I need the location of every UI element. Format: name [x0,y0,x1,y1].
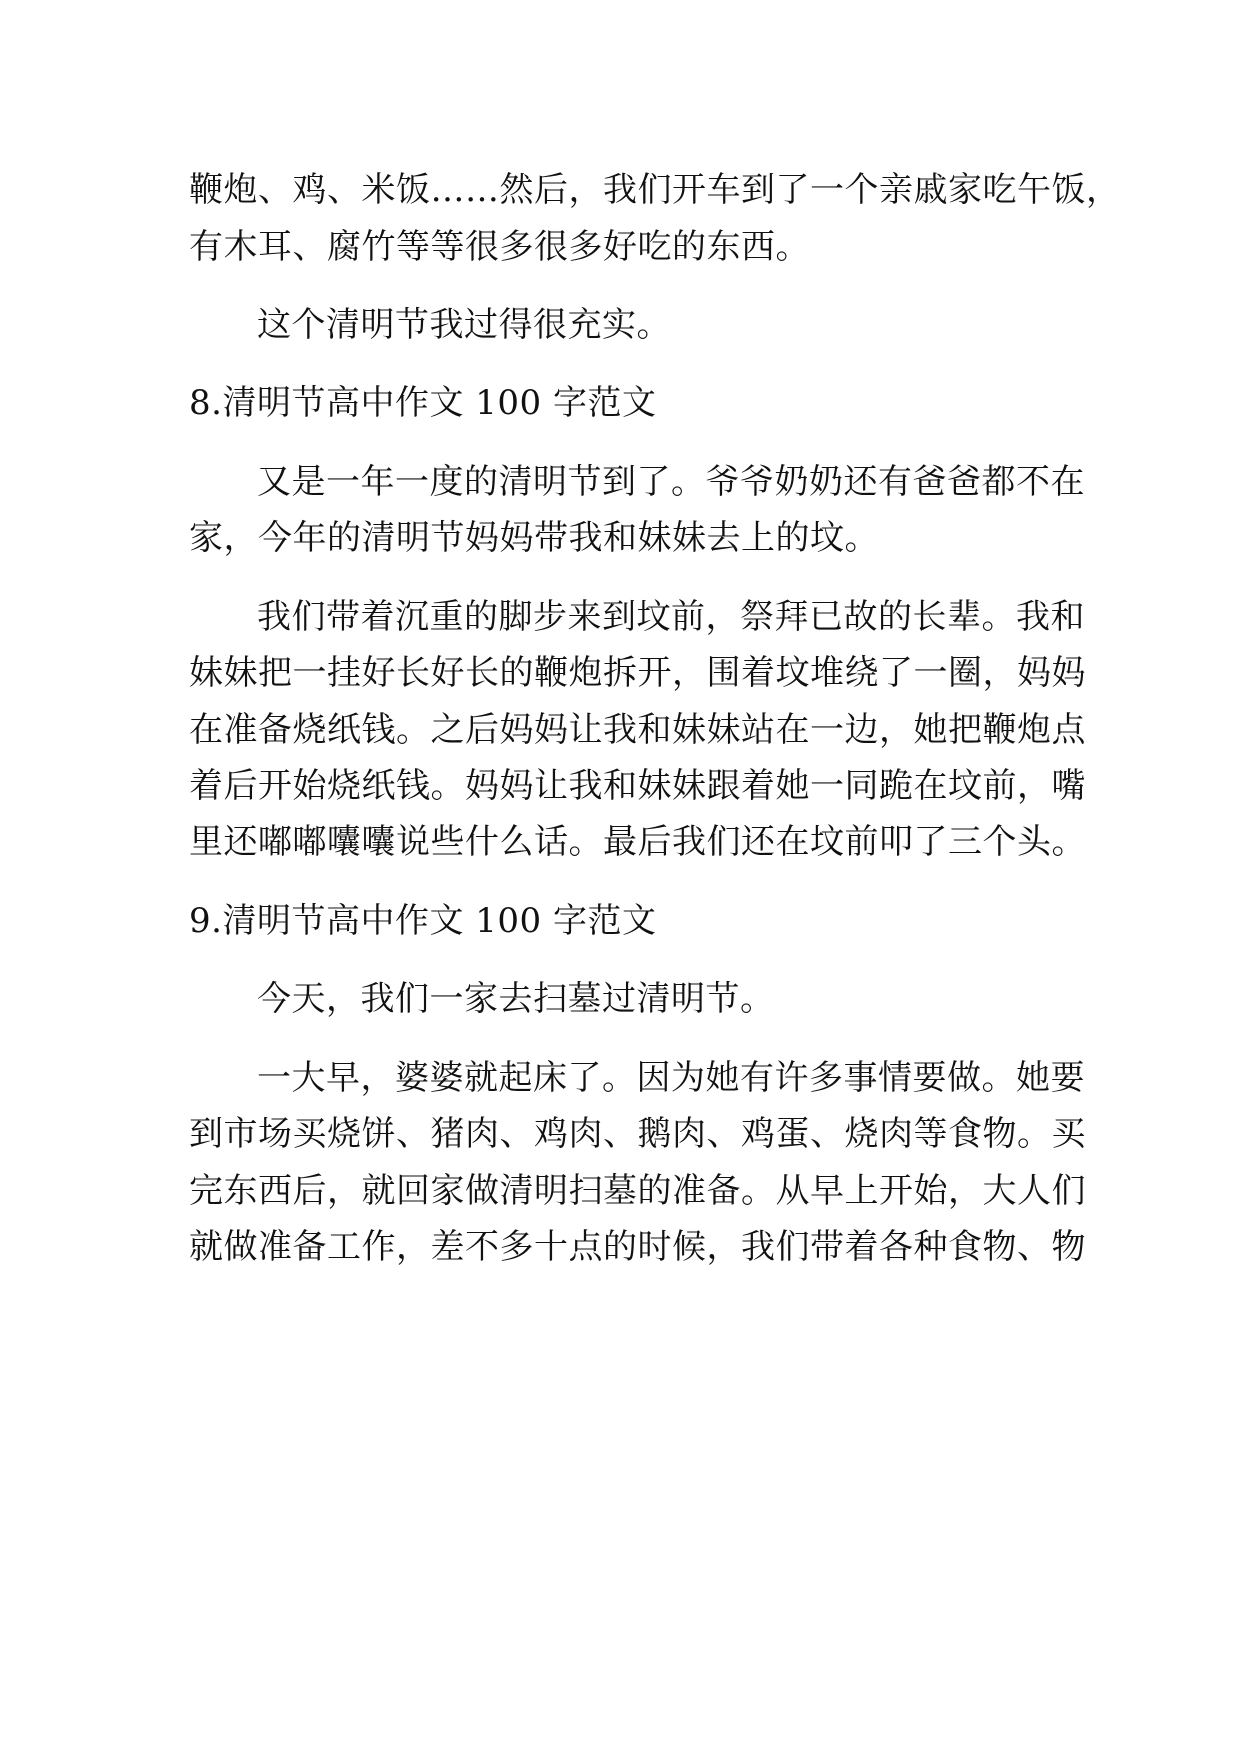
paragraph-line: 里还嘟嘟囔囔说些什么话。最后我们还在坟前叩了三个头。 [189,822,1086,862]
paragraph-line: 到市场买烧饼、猪肉、鸡肉、鹅肉、鸡蛋、烧肉等食物。买 [189,1114,1086,1154]
paragraph-line: 鞭炮、鸡、米饭……然后，我们开车到了一个亲戚家吃午饭， [189,170,1121,210]
paragraph-line: 我们带着沉重的脚步来到坟前，祭拜已故的长辈。我和 [257,597,1085,637]
paragraph-line: 完东西后，就回家做清明扫墓的准备。从早上开始，大人们 [189,1171,1086,1211]
paragraph-line: 家，今年的清明节妈妈带我和妹妹去上的坟。 [189,518,879,558]
section-heading-8: 8.清明节高中作文 100 字范文 [189,383,657,423]
paragraph-line: 着后开始烧纸钱。妈妈让我和妹妹跟着她一同跪在坟前，嘴 [189,766,1086,806]
paragraph-line: 一大早，婆婆就起床了。因为她有许多事情要做。她要 [257,1058,1085,1098]
paragraph-line: 妹妹把一挂好长好长的鞭炮拆开，围着坟堆绕了一圈，妈妈 [189,653,1086,693]
section-heading-9: 9.清明节高中作文 100 字范文 [189,901,657,941]
paragraph-line: 有木耳、腐竹等等很多很多好吃的东西。 [189,227,810,267]
paragraph-line: 又是一年一度的清明节到了。爷爷奶奶还有爸爸都不在 [257,462,1085,502]
paragraph-line: 就做准备工作，差不多十点的时候，我们带着各种食物、物 [189,1227,1086,1267]
paragraph-line: 今天，我们一家去扫墓过清明节。 [257,979,775,1019]
paragraph-line: 这个清明节我过得很充实。 [257,305,671,345]
paragraph-line: 在准备烧纸钱。之后妈妈让我和妹妹站在一边，她把鞭炮点 [189,710,1086,750]
